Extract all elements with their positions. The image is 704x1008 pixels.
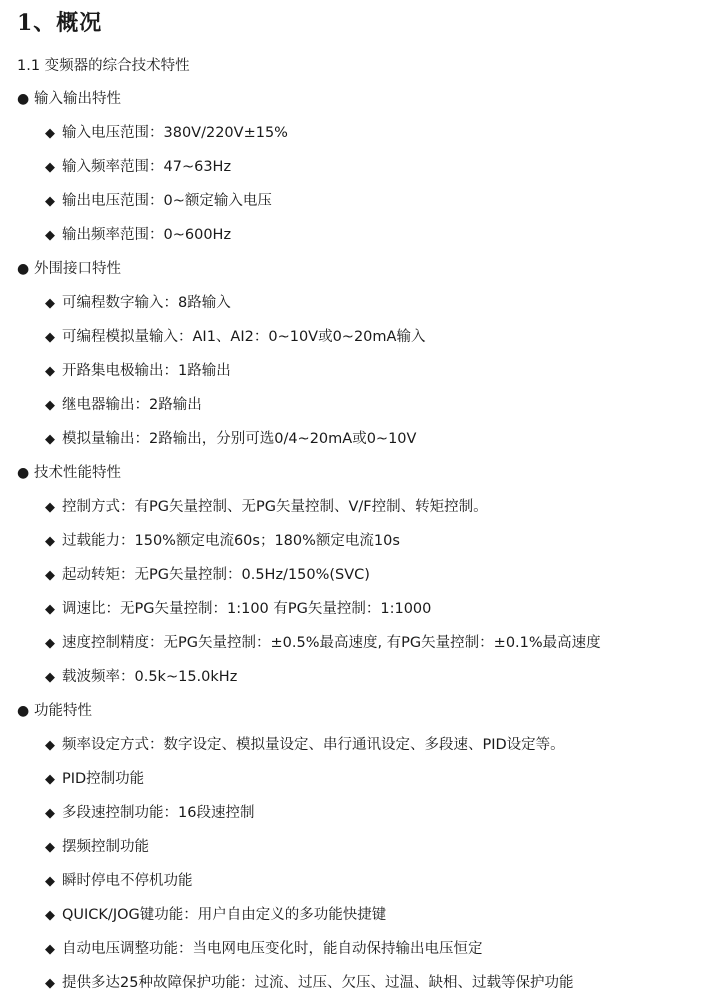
item-text: QUICK/JOG键功能：用户自由定义的多功能快捷键 (62, 907, 387, 923)
page-title: 1、概况 (17, 10, 103, 36)
list-item (0, 666, 704, 700)
list-item (0, 156, 704, 190)
item-text: PID控制功能 (62, 771, 145, 787)
diamond-bullet-icon: ◆ (45, 976, 55, 991)
item-text: 模拟量输出：2路输出，分别可选0/4~20mA或0~10V (62, 431, 417, 447)
list-item (0, 632, 704, 666)
circle-bullet-icon: ● (17, 465, 30, 481)
list-item (0, 734, 704, 768)
diamond-bullet-icon: ◆ (45, 126, 55, 141)
category-title: 功能特性 (34, 703, 92, 719)
diamond-bullet-icon: ◆ (45, 228, 55, 243)
category-heading (0, 700, 704, 734)
diamond-bullet-icon: ◆ (45, 636, 55, 651)
item-text: 控制方式：有PG矢量控制、无PG矢量控制、V/F控制、转矩控制。 (62, 499, 488, 515)
item-text: 速度控制精度：无PG矢量控制：±0.5%最高速度, 有PG矢量控制：±0.1%最高速度 (62, 635, 601, 651)
list-item (0, 836, 704, 870)
item-text: 开路集电极输出：1路输出 (62, 363, 231, 379)
diamond-bullet-icon: ◆ (45, 330, 55, 345)
diamond-bullet-icon: ◆ (45, 160, 55, 175)
feature-list (0, 88, 704, 1006)
list-item (0, 530, 704, 564)
circle-bullet-icon: ● (17, 91, 30, 107)
list-item (0, 326, 704, 360)
item-text: 提供多达25种故障保护功能：过流、过压、欠压、过温、缺相、过载等保护功能 (62, 975, 574, 991)
list-item (0, 292, 704, 326)
category-title: 输入输出特性 (34, 91, 121, 107)
circle-bullet-icon: ● (17, 703, 30, 719)
diamond-bullet-icon: ◆ (45, 534, 55, 549)
category-heading (0, 258, 704, 292)
diamond-bullet-icon: ◆ (45, 398, 55, 413)
list-item (0, 768, 704, 802)
circle-bullet-icon: ● (17, 261, 30, 277)
item-text: 多段速控制功能：16段速控制 (62, 805, 255, 821)
diamond-bullet-icon: ◆ (45, 874, 55, 889)
diamond-bullet-icon: ◆ (45, 840, 55, 855)
diamond-bullet-icon: ◆ (45, 568, 55, 583)
diamond-bullet-icon: ◆ (45, 772, 55, 787)
item-text: 可编程模拟量输入：AI1、AI2：0~10V或0~20mA输入 (62, 329, 426, 345)
diamond-bullet-icon: ◆ (45, 806, 55, 821)
list-item (0, 122, 704, 156)
diamond-bullet-icon: ◆ (45, 500, 55, 515)
list-item (0, 904, 704, 938)
list-item (0, 564, 704, 598)
item-text: 起动转矩：无PG矢量控制：0.5Hz/150%(SVC) (62, 567, 370, 583)
item-text: 可编程数字输入：8路输入 (62, 295, 231, 311)
category-heading (0, 88, 704, 122)
list-item (0, 938, 704, 972)
item-text: 输入频率范围：47~63Hz (62, 159, 232, 175)
list-item (0, 598, 704, 632)
category-title: 外围接口特性 (34, 261, 121, 277)
list-item (0, 360, 704, 394)
diamond-bullet-icon: ◆ (45, 296, 55, 311)
diamond-bullet-icon: ◆ (45, 432, 55, 447)
item-text: 输出电压范围：0~额定输入电压 (62, 193, 272, 209)
list-item (0, 496, 704, 530)
item-text: 过载能力：150%额定电流60s；180%额定电流10s (62, 533, 400, 549)
item-text: 载波频率：0.5k~15.0kHz (62, 669, 238, 685)
list-item (0, 870, 704, 904)
list-item (0, 224, 704, 258)
diamond-bullet-icon: ◆ (45, 602, 55, 617)
list-item (0, 972, 704, 1006)
item-text: 调速比：无PG矢量控制：1:100 有PG矢量控制：1:1000 (62, 601, 432, 617)
list-item (0, 428, 704, 462)
list-item (0, 394, 704, 428)
diamond-bullet-icon: ◆ (45, 738, 55, 753)
diamond-bullet-icon: ◆ (45, 908, 55, 923)
diamond-bullet-icon: ◆ (45, 364, 55, 379)
item-text: 摆频控制功能 (62, 839, 149, 855)
list-item (0, 190, 704, 224)
diamond-bullet-icon: ◆ (45, 194, 55, 209)
diamond-bullet-icon: ◆ (45, 670, 55, 685)
item-text: 频率设定方式：数字设定、模拟量设定、串行通讯设定、多段速、PID设定等。 (62, 737, 565, 753)
section-subtitle: 1.1 变频器的综合技术特性 (17, 58, 190, 74)
category-heading (0, 462, 704, 496)
item-text: 输入电压范围：380V/220V±15% (62, 125, 288, 141)
item-text: 输出频率范围：0~600Hz (62, 227, 232, 243)
item-text: 继电器输出：2路输出 (62, 397, 202, 413)
item-text: 瞬时停电不停机功能 (62, 873, 193, 889)
list-item (0, 802, 704, 836)
diamond-bullet-icon: ◆ (45, 942, 55, 957)
category-title: 技术性能特性 (34, 465, 121, 481)
item-text: 自动电压调整功能：当电网电压变化时，能自动保持输出电压恒定 (62, 941, 483, 957)
